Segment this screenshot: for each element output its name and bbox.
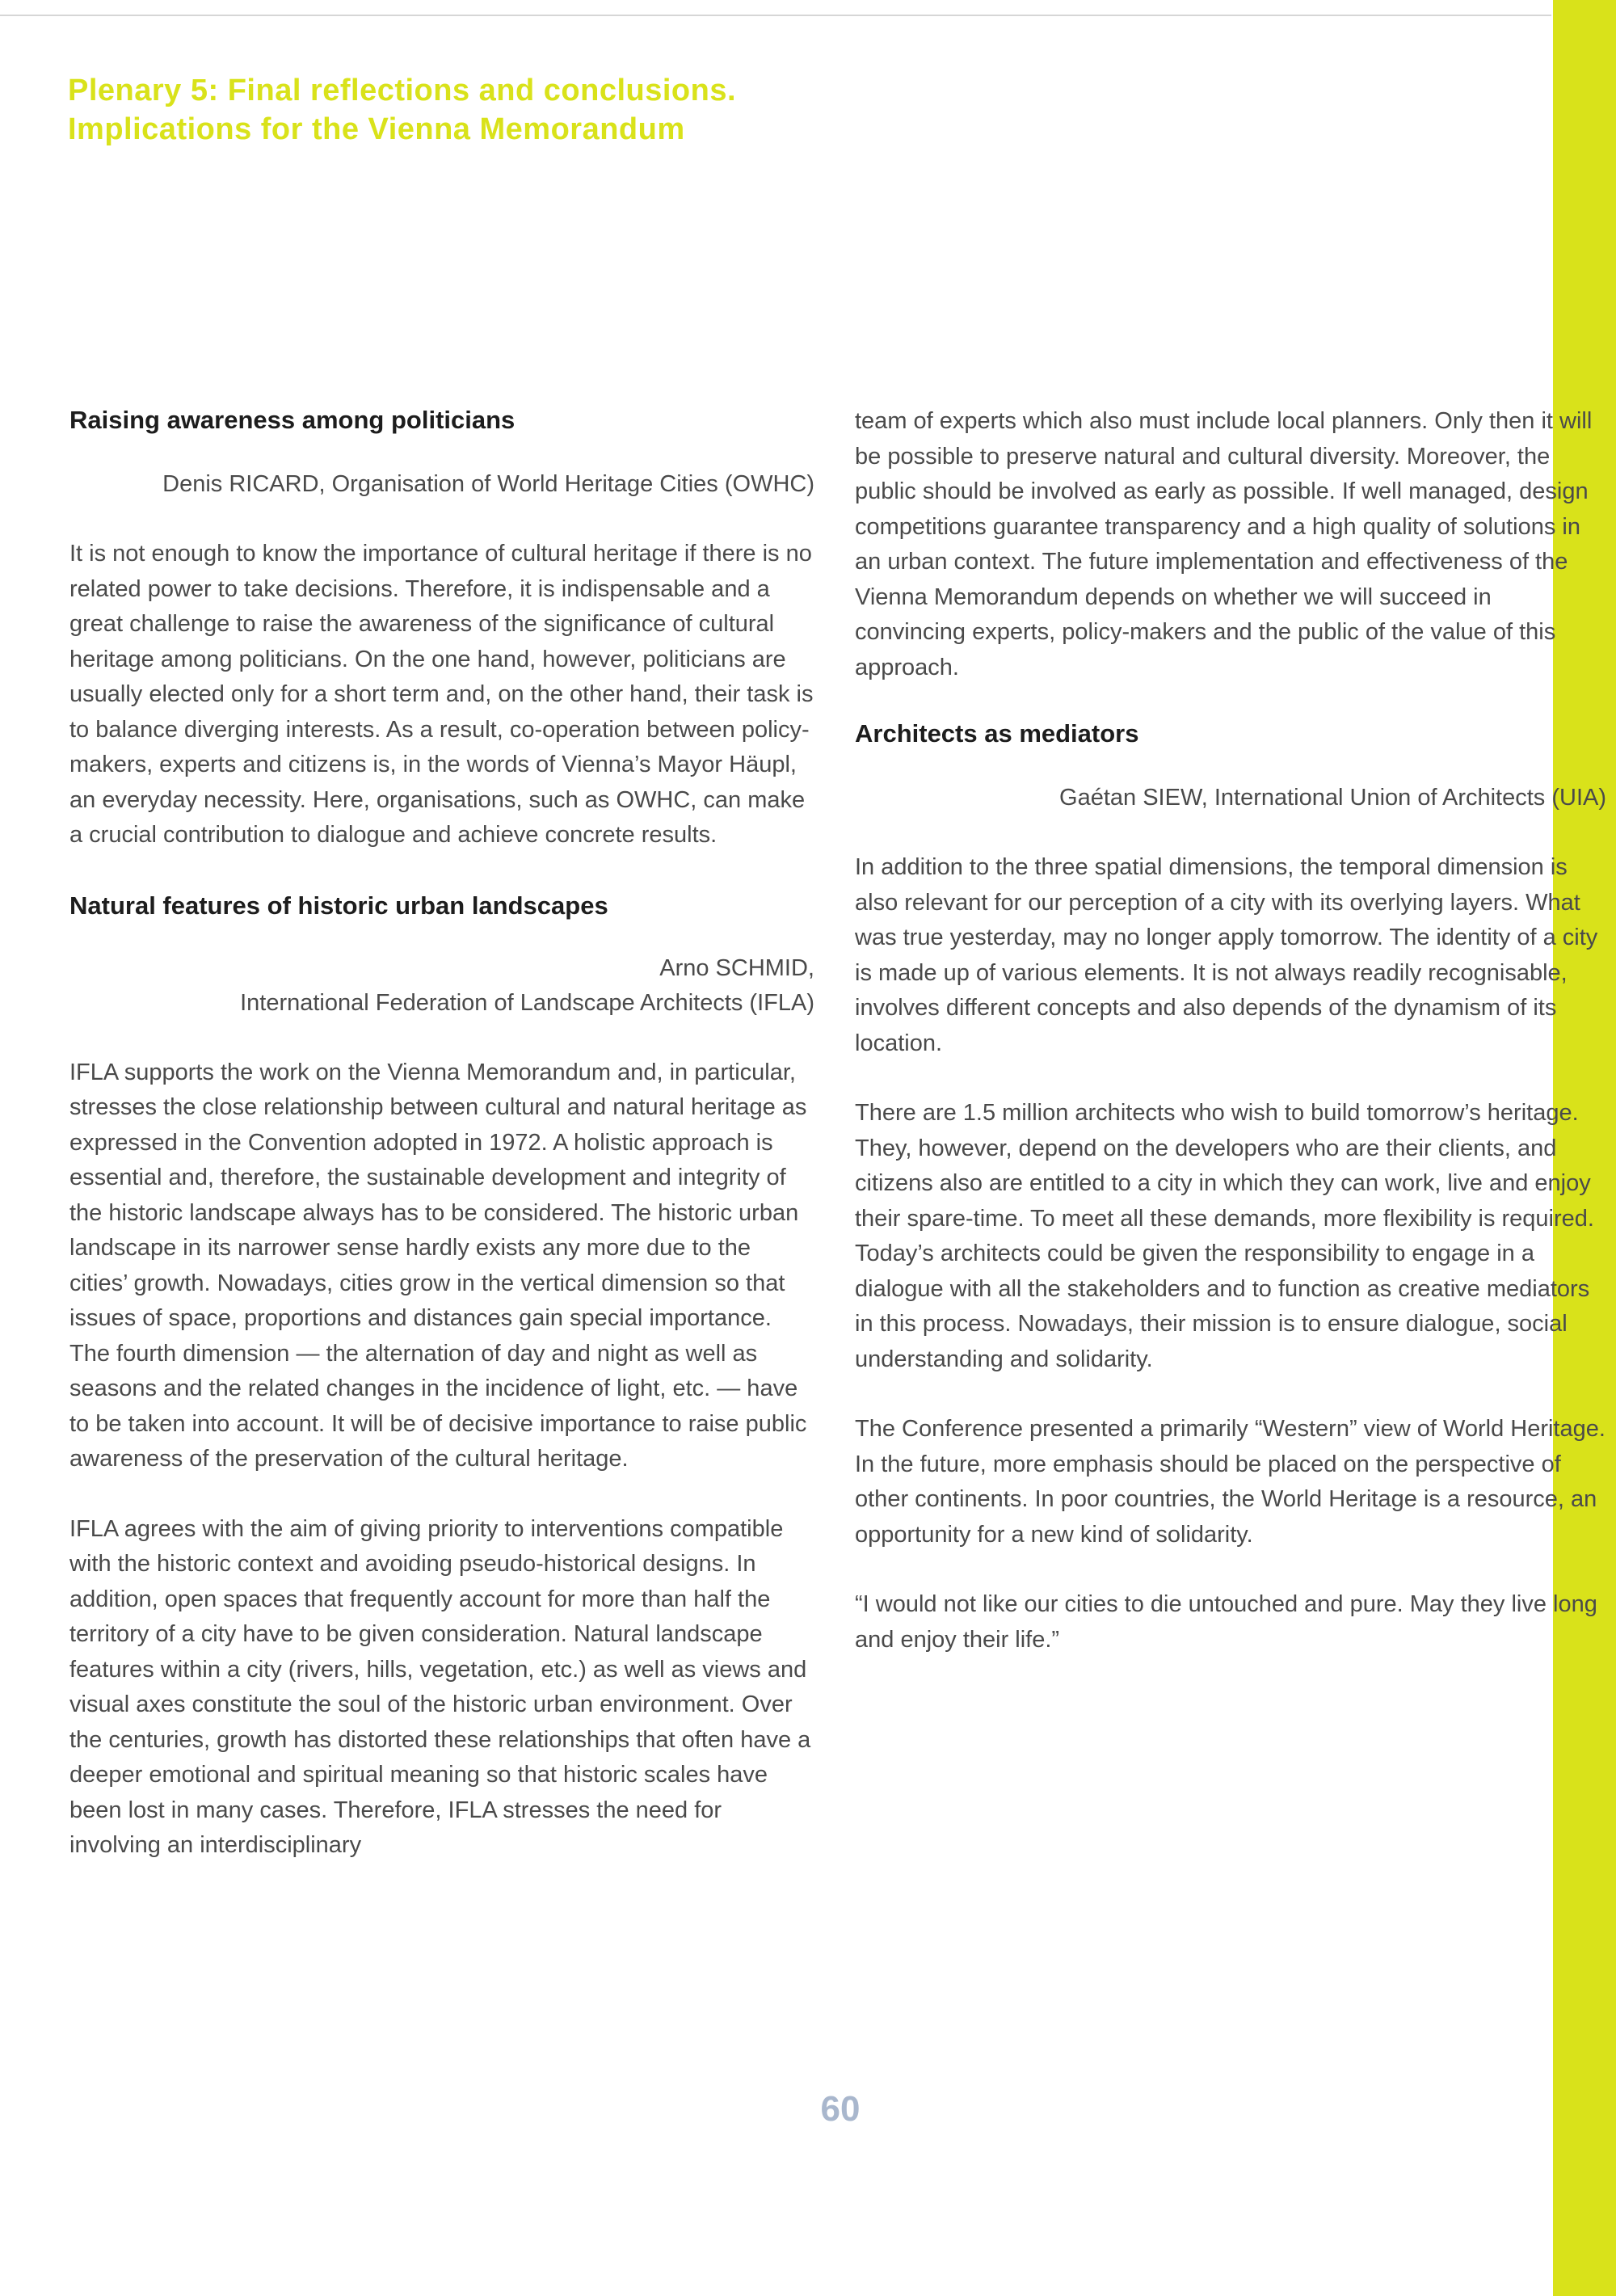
paragraph-architects-3: The Conference presented a primarily “Western” view of World Heritage. In the future, more emphasis should be placed on the perspective of other continents. In poor countries, the World Heritage is a resource, an opportunity for a new kind of solidarity. [855, 1416, 1605, 1548]
section-heading-natural-features: Natural features of historic urban landscapes [69, 891, 608, 920]
author-ricard: Denis RICARD, Organisation of World Heritage Cities (OWHC) [162, 471, 814, 497]
author-schmid-name: Arno SCHMID, [659, 954, 814, 981]
author-schmid-org: International Federation of Landscape Architects (IFLA) [240, 989, 814, 1016]
paragraph-architects-2: There are 1.5 million architects who wish to build tomorrow’s heritage. They, however, depend on the developers who are their clients, and citizens also are entitled to a city in which they can work, live and enjoy their spare-time. To meet all these demands, more flexibility is required. Today’s architects could be given the responsibility to engage in a dialogue with all the stakeholders and to function as creative mediators in this process. Nowadays, their mission is to ensure dialogue, social understanding and solidarity. [855, 1100, 1594, 1372]
top-rule [0, 15, 1551, 16]
paragraph-architects-1: In addition to the three spatial dimensions, the temporal dimension is also relevant for our perception of a city with its overlying layers. What was true yesterday, may no longer apply tomorrow. The identity of a city is made up of various elements. It is not always readily recognisable, involves different concepts and also depends of the dynamism of its location. [855, 854, 1598, 1056]
paragraph-politicians: It is not enough to know the importance of cultural heritage if there is no related power to take decisions. Therefore, it is indispensable and a great challenge to raise the awareness of the significance of cultural heritage among politicians. On the one hand, however, politicians are usually elected only for a short term and, on the other hand, their task is to balance diverging interests. As a result, co-operation between policy-makers, experts and citizens is, in the words of Vienna’s Mayor Häupl, an everyday necessity. Here, organisations, such as OWHC, can make a crucial contribution to dialogue and achieve concrete results. [69, 541, 814, 848]
paragraph-ifla-2: IFLA agrees with the aim of giving priority to interventions compatible with the historic context and avoiding pseudo-historical designs. In addition, open spaces that frequently account for more than half the territory of a city have to be given consideration. Natural landscape features within a city (rivers, hills, vegetation, etc.) as well as views and visual axes constitute the soul of the historic urban environment. Over the centuries, growth has distorted these relationships that often have a deeper emotional and spiritual meaning so that historic scales have been lost in many cases. Therefore, IFLA stresses the need for involving an interdisciplinary [69, 1515, 811, 1858]
author-siew: Gaétan SIEW, International Union of Architects (UIA) [1059, 785, 1606, 811]
section-heading-politicians: Raising awareness among politicians [69, 406, 516, 434]
page-number: 60 [820, 2089, 861, 2129]
paragraph-ifla-1: IFLA supports the work on the Vienna Memorandum and, in particular, stresses the close relationship between cultural and natural heritage as expressed in the Convention adopted in 1972. A holistic approach is essential and, therefore, the sustainable development and integrity of the historic landscape always has to be considered. The historic urban landscape in its narrower sense hardly exists any more due to the cities’ growth. Nowadays, cities grow in the vertical dimension so that issues of space, proportions and distances gain special importance. The fourth dimension — the alternation of day and night as well as seasons and the related changes in the incidence of light, etc. — have to be taken into account. It will be of decisive importance to raise public awareness of the preservation of the cultural heritage. [69, 1059, 807, 1472]
paragraph-ifla-continuation: team of experts which also must include local planners. Only then it will be possible to preserve natural and cultural diversity. Moreover, the public should be involved as early as possible. If well managed, design competitions guarantee transparency and a high quality of solutions in an urban context. The future implementation and effectiveness of the Vienna Memorandum depends on whether we will succeed in convincing experts, policy-makers and the public of the value of this approach. [855, 408, 1593, 680]
right-column [855, 404, 1606, 1658]
page-title-line-1: Plenary 5: Final reflections and conclusions. [68, 74, 737, 107]
page-title-line-2: Implications for the Vienna Memorandum [68, 112, 685, 146]
quote-siew: “I would not like our cities to die untouched and pure. May they live long and enjoy their life.” [855, 1591, 1597, 1653]
section-heading-architects: Architects as mediators [855, 719, 1139, 748]
left-column [69, 404, 814, 1864]
page-header [68, 71, 1037, 149]
